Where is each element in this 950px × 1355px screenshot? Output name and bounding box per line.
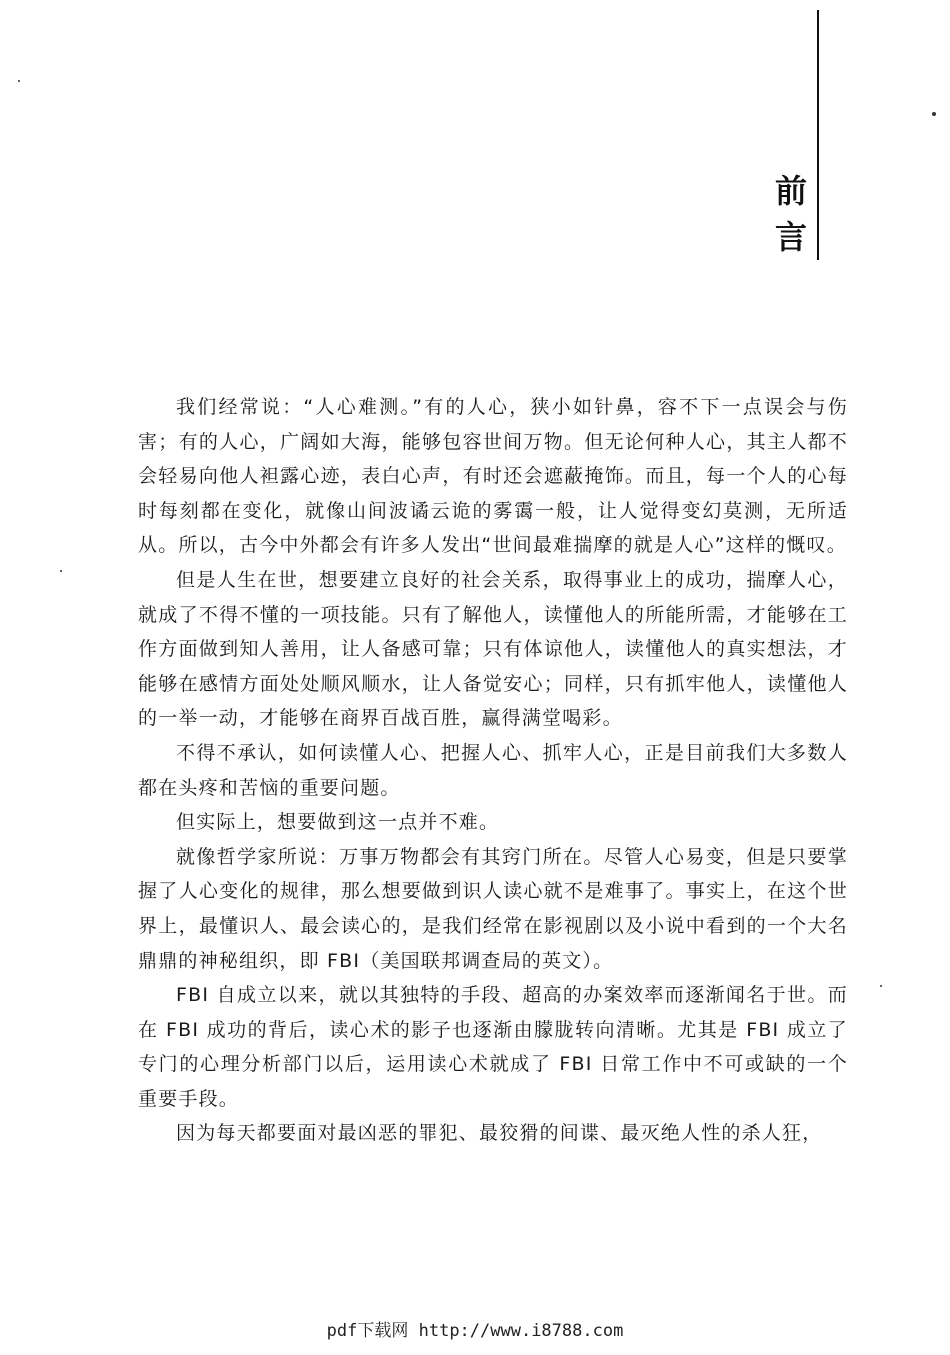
paragraph: FBI 自成立以来，就以其独特的手段、超高的办案效率而逐渐闻名于世。而在 FBI 成功的背后，读心术的影子也逐渐由朦胧转向清晰。尤其是 FBI 成立了专门的心理分析部门以后，运用读心术就成了 FBI 日常工作中不可或缺的一个重要手段。 bbox=[138, 984, 848, 1110]
scan-speck bbox=[18, 80, 20, 82]
page-title bbox=[770, 168, 812, 260]
title-vertical-rule bbox=[817, 10, 819, 260]
paragraph: 但是人生在世，想要建立良好的社会关系，取得事业上的成功，揣摩人心，就成了不得不懂的一项技能。只有了解他人，读懂他人的所能所需，才能够在工作方面做到知人善用，让人备感可靠；只有体谅他人，读懂他人的真实想法，才能够在感情方面处处顺风顺水，让人备觉安心；同样，只有抓牢他人，读懂他人的一举一动，才能够在商界百战百胜，赢得满堂喝彩。 bbox=[138, 568, 848, 730]
scan-speck bbox=[932, 112, 936, 116]
paragraph: 我们经常说：“人心难测。”有的人心，狭小如针鼻，容不下一点误会与伤害；有的人心，广阔如大海，能够包容世间万物。但无论何种人心，其主人都不会轻易向他人袒露心迹，表白心声，有时还会遮蔽掩饰。而且，每一个人的心每时每刻都在变化，就像山间波谲云诡的雾霭一般，让人觉得变幻莫测，无所适从。所以，古今中外都会有许多人发出“世间最难揣摩的就是人心”这样的慨叹。 bbox=[138, 396, 848, 557]
title-char-2: 言 bbox=[774, 218, 807, 256]
body-text bbox=[138, 390, 848, 1151]
scan-speck bbox=[60, 570, 62, 572]
paragraph: 因为每天都要面对最凶恶的罪犯、最狡猾的间谍、最灭绝人性的杀人狂， bbox=[176, 1122, 823, 1145]
paragraph: 但实际上，想要做到这一点并不难。 bbox=[176, 811, 500, 834]
scan-speck bbox=[880, 985, 882, 987]
paragraph: 不得不承认，如何读懂人心、把握人心、抓牢人心，正是目前我们大多数人都在头疼和苦恼的重要问题。 bbox=[138, 741, 848, 799]
footer-watermark: pdf下载网 http://www.i8788.com bbox=[326, 1321, 624, 1341]
paragraph: 就像哲学家所说：万事万物都会有其窍门所在。尽管人心易变，但是只要掌握了人心变化的规律，那么想要做到识人读心就不是难事了。事实上，在这个世界上，最懂识人、最会读心的，是我们经常在影视剧以及小说中看到的一个大名鼎鼎的神秘组织，即 FBI（美国联邦调查局的英文）。 bbox=[138, 845, 848, 972]
title-char-1: 前 bbox=[774, 172, 807, 210]
